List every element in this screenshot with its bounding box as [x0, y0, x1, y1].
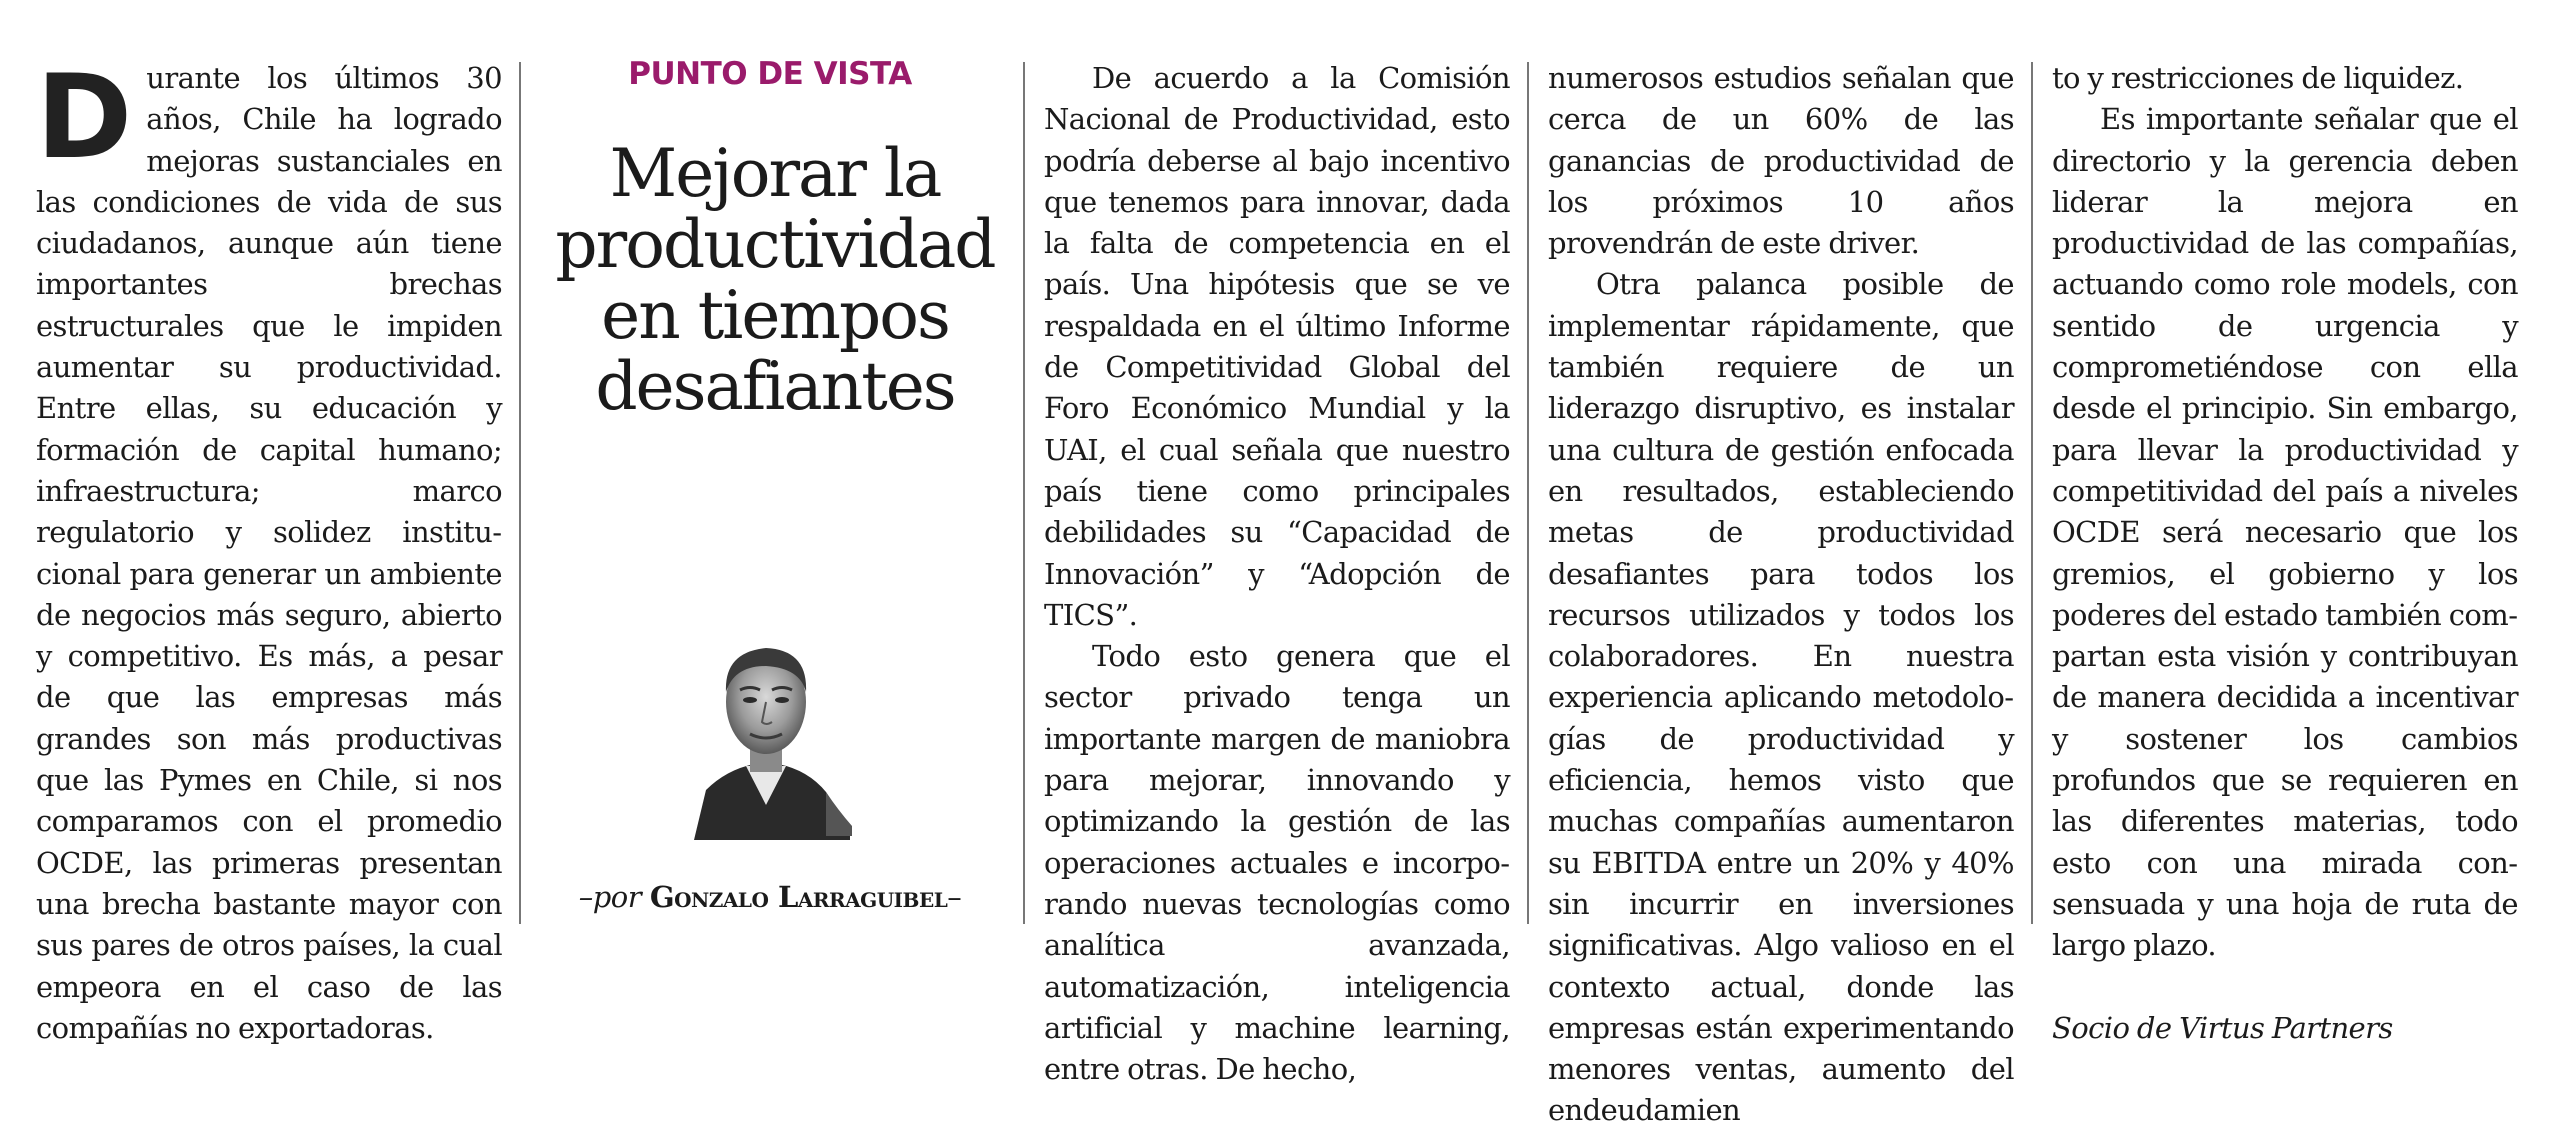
byline-prefix: –por — [578, 880, 650, 914]
column-divider-2 — [1023, 62, 1025, 924]
article-column-3 — [1044, 58, 1510, 1090]
headline-line-2: productividad — [555, 206, 995, 283]
article-column-5 — [2052, 58, 2518, 1049]
column-4-paragraph-2: Otra palanca posible de implementar rápidamente, que también requiere de un liderazgo disruptivo, es instalar una cultura de gestión enfocada en resultados, estableciendo metas de productividad desafiantes para todos los recursos utilizados y todos los colaboradores. En nuestra experiencia aplicando metodologías de productividad y eficiencia, hemos visto que muchas compañías aumentaron su EBITDA entre un 20% y 40% sin incurrir en inversiones significativas. Algo valioso en el contexto actual, donde las empresas están experimentando menores ventas, aumento del endeudamien — [1548, 267, 2014, 1128]
column-divider-3 — [1527, 62, 1529, 924]
drop-cap: D — [36, 50, 133, 185]
headline — [540, 135, 1010, 425]
byline-suffix: – — [947, 880, 962, 914]
column-1-paragraph-1 — [36, 50, 502, 1049]
section-kicker: PUNTO DE VISTA — [628, 56, 912, 92]
headline-line-3: en tiempos — [601, 277, 949, 354]
article-column-4 — [1548, 58, 2014, 1132]
author-portrait-svg — [676, 630, 856, 840]
column-1-text: urante los últimos 30 años, Chile ha logrado mejoras sustanciales en las condiciones de vida de sus ciudadanos, aunque aún tiene importantes brechas estructurales que le impiden aumentar su productividad. Entre ellas, su educación y formación de capital humano; infraestructura; marco regulatorio y solidez institucional para generar un ambiente de negocios más seguro, abierto y competitivo. Es más, a pesar de que las empresas más grandes son más productivas que las Pymes en Chile, si nos comparamos con el promedio OCDE, las primeras presentan una brecha bastante mayor con sus pares de otros países, la cual empeora en el caso de las compañías no exportadoras. — [36, 61, 502, 1045]
author-portrait-icon — [676, 630, 856, 840]
column-5-paragraph-2: Es importante señalar que el directorio y la gerencia deben liderar la mejora en productividad de las compañías, actuando como role models, con sentido de urgencia y comprometiéndose con ella desde el principio. Sin embargo, para llevar la productividad y competitividad del país a niveles OCDE será necesario que los gremios, el gobierno y los poderes del estado también compartan esta visión y contribuyan de manera decidida a incentivar y sostener los cambios profundos que se requieren en las diferentes materias, todo esto con una mirada consensuada y una hoja de ruta de largo plazo. — [2052, 102, 2518, 963]
author-name: Gonzalo Larraguibel — [649, 880, 948, 914]
column-divider-4 — [2031, 62, 2033, 924]
headline-line-1: Mejorar la — [609, 135, 941, 212]
column-divider-1 — [519, 62, 521, 924]
column-3-paragraph-2: Todo esto genera que el sector privado tenga un importante margen de maniobra para mejorar, innovando y optimizando la gestión de las operaciones actuales e incorporando nuevas tecnologías como analítica avanzada, automatización, inteligencia artificial y machine learning, entre otras. De hecho, — [1044, 639, 1510, 1087]
author-signature: Socio de Virtus Partners — [2052, 1010, 2393, 1045]
headline-line-4: desafiantes — [595, 348, 955, 425]
byline — [520, 880, 1020, 914]
column-5-paragraph-1: to y restricciones de liquidez. — [2052, 61, 2464, 95]
article-column-1 — [36, 50, 502, 1049]
column-3-paragraph-1: De acuerdo a la Comisión Nacional de Productividad, esto podría deberse al bajo incentivo que tenemos para innovar, dada la falta de competencia en el país. Una hipótesis que se ve respaldada en el último Informe de Competitividad Global del Foro Económico Mundial y la UAI, el cual señala que nuestro país tiene como principales debilidades su “Capacidad de Innovación” y “Adopción de TICS”. — [1044, 61, 1510, 632]
column-4-paragraph-1: numerosos estudios señalan que cerca de un 60% de las ganancias de productividad de los próximos 10 años provendrán de este driver. — [1548, 61, 2014, 261]
